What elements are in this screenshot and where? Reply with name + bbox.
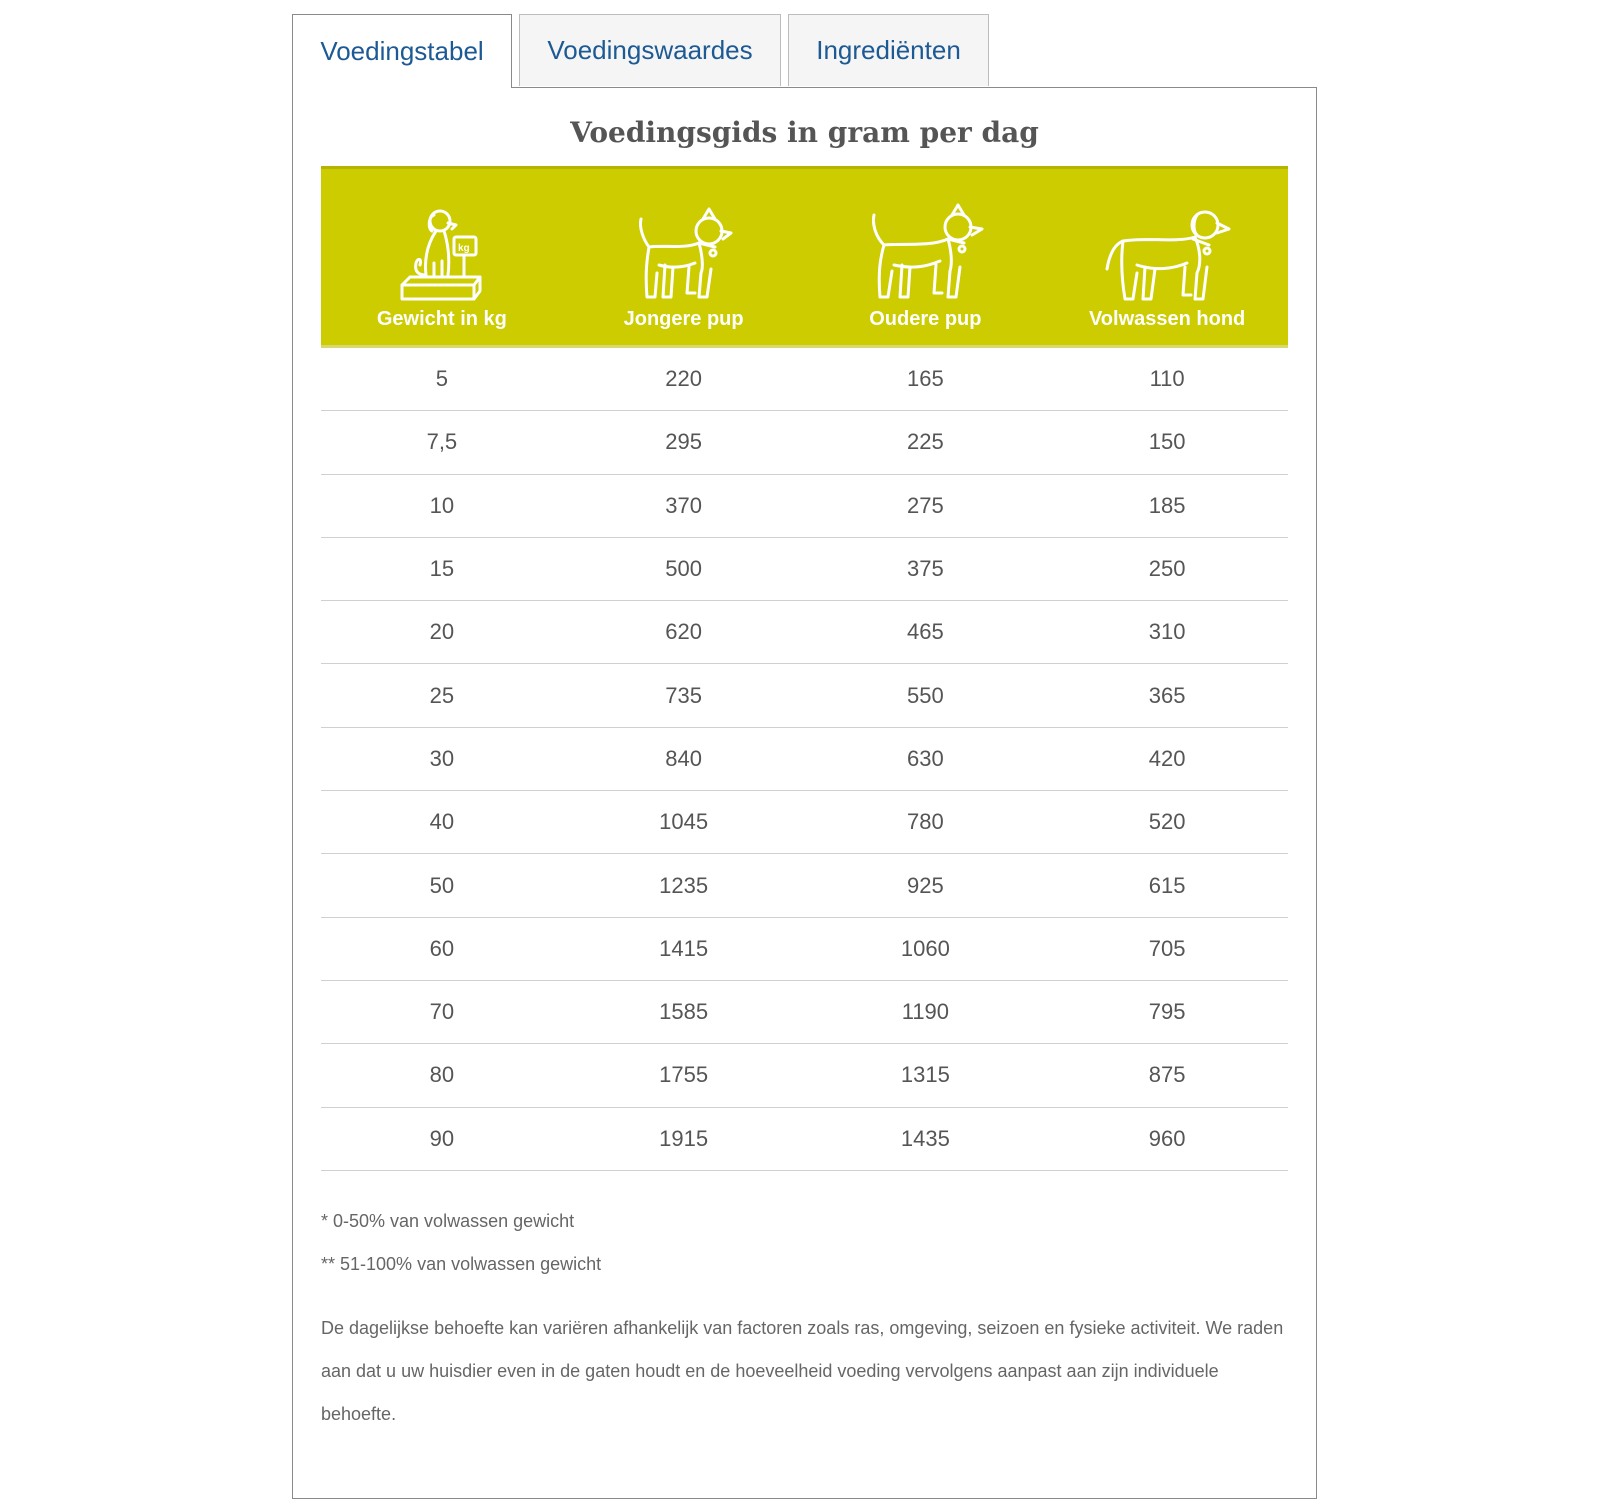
table-row xyxy=(321,411,1288,474)
cell-adult-dog: 420 xyxy=(1148,745,1186,771)
cell-older-pup: 925 xyxy=(907,872,944,898)
tab-label: Ingrediënten xyxy=(816,35,961,65)
column-header-label: Gewicht in kg xyxy=(376,308,507,330)
table-row xyxy=(321,475,1288,538)
cell-adult-dog: 875 xyxy=(1148,1062,1186,1088)
cell-older-pup: 275 xyxy=(907,492,944,518)
feeding-table-panel xyxy=(292,87,1317,1499)
cell-older-pup: 1435 xyxy=(900,1125,950,1151)
column-header-label: Volwassen hond xyxy=(1088,308,1246,330)
cell-adult-dog: 615 xyxy=(1148,872,1186,898)
cell-older-pup: 630 xyxy=(907,745,944,771)
cell-adult-dog: 110 xyxy=(1149,366,1185,392)
cell-weight: 7,5 xyxy=(426,429,458,455)
cell-weight: 90 xyxy=(429,1125,455,1151)
dog-on-scale-icon xyxy=(392,203,492,313)
cell-weight: 10 xyxy=(429,492,455,518)
tab-voedingswaardes[interactable] xyxy=(519,14,781,86)
column-header-label: Jongere pup xyxy=(623,308,744,330)
cell-young-pup: 295 xyxy=(665,429,702,455)
older-puppy-icon xyxy=(860,203,990,313)
cell-older-pup: 465 xyxy=(907,619,944,645)
table-row xyxy=(321,728,1288,791)
cell-older-pup: 780 xyxy=(907,809,944,835)
cell-older-pup: 225 xyxy=(907,429,944,455)
cell-young-pup: 1045 xyxy=(659,809,709,835)
cell-young-pup: 220 xyxy=(665,366,702,392)
cell-weight: 25 xyxy=(429,682,455,708)
table-body xyxy=(321,348,1288,1171)
cell-adult-dog: 365 xyxy=(1148,682,1186,708)
cell-young-pup: 500 xyxy=(665,556,702,582)
cell-young-pup: 1915 xyxy=(659,1125,709,1151)
cell-older-pup: 1315 xyxy=(900,1062,950,1088)
column-header-weight xyxy=(321,169,563,345)
feeding-advice-text: De dagelijkse behoefte kan variëren afhankelijk van factoren zoals ras, omgeving, seizoen en fysieke activiteit. We raden aan dat u uw huisdier even in de gaten houdt en de hoeveelheid voeding vervolgens aanpast aan zijn individuele behoefte. xyxy=(321,1318,1284,1424)
tab-bar xyxy=(292,14,1317,87)
table-row xyxy=(321,348,1288,411)
cell-adult-dog: 960 xyxy=(1148,1125,1186,1151)
svg-text:kg: kg xyxy=(457,243,470,254)
table-row xyxy=(321,664,1288,727)
table-row xyxy=(321,981,1288,1044)
column-header-older-pup xyxy=(805,169,1047,345)
cell-adult-dog: 310 xyxy=(1148,619,1186,645)
cell-weight: 20 xyxy=(429,619,455,645)
table-row xyxy=(321,601,1288,664)
table-row xyxy=(321,1044,1288,1107)
cell-weight: 40 xyxy=(429,809,455,835)
cell-young-pup: 1235 xyxy=(659,872,709,898)
cell-adult-dog: 705 xyxy=(1148,935,1186,961)
table-row xyxy=(321,538,1288,601)
cell-young-pup: 1755 xyxy=(659,1062,709,1088)
column-header-adult-dog xyxy=(1046,169,1288,345)
panel-title: Voedingsgids in gram per dag xyxy=(570,116,1039,149)
table-row xyxy=(321,1108,1288,1171)
cell-young-pup: 735 xyxy=(665,682,702,708)
cell-older-pup: 550 xyxy=(907,682,944,708)
cell-adult-dog: 520 xyxy=(1148,809,1186,835)
tab-ingredienten[interactable] xyxy=(788,14,989,86)
table-row xyxy=(321,918,1288,981)
column-header-label: Oudere pup xyxy=(869,308,982,330)
cell-older-pup: 1190 xyxy=(901,999,950,1025)
tab-label: Voedingswaardes xyxy=(547,35,753,65)
cell-weight: 60 xyxy=(429,935,455,961)
cell-young-pup: 1585 xyxy=(659,999,709,1025)
feeding-table xyxy=(321,166,1288,1171)
tab-label: Voedingstabel xyxy=(320,36,484,66)
cell-adult-dog: 795 xyxy=(1148,999,1186,1025)
young-puppy-icon xyxy=(629,203,739,313)
cell-weight: 80 xyxy=(429,1062,455,1088)
tab-voedingstabel[interactable] xyxy=(292,14,512,88)
footnote-young-pup: * 0-50% van volwassen gewicht xyxy=(321,1211,575,1231)
cell-adult-dog: 150 xyxy=(1148,429,1186,455)
table-header xyxy=(321,166,1288,348)
cell-young-pup: 370 xyxy=(665,492,702,518)
cell-older-pup: 375 xyxy=(907,556,944,582)
cell-older-pup: 165 xyxy=(907,366,944,392)
cell-weight: 50 xyxy=(429,872,455,898)
cell-adult-dog: 185 xyxy=(1148,492,1186,518)
footnotes xyxy=(321,1200,1288,1436)
column-header-young-pup xyxy=(563,169,805,345)
cell-young-pup: 1415 xyxy=(659,935,709,961)
footnote-older-pup: ** 51-100% van volwassen gewicht xyxy=(321,1254,602,1274)
cell-older-pup: 1060 xyxy=(900,935,950,961)
adult-dog-icon xyxy=(1097,203,1237,313)
cell-weight: 30 xyxy=(429,745,455,771)
table-row xyxy=(321,854,1288,917)
cell-young-pup: 620 xyxy=(665,619,702,645)
cell-weight: 70 xyxy=(429,999,455,1025)
cell-weight: 5 xyxy=(435,366,448,392)
table-row xyxy=(321,791,1288,854)
cell-adult-dog: 250 xyxy=(1148,556,1186,582)
cell-weight: 15 xyxy=(429,556,455,582)
cell-young-pup: 840 xyxy=(665,745,702,771)
